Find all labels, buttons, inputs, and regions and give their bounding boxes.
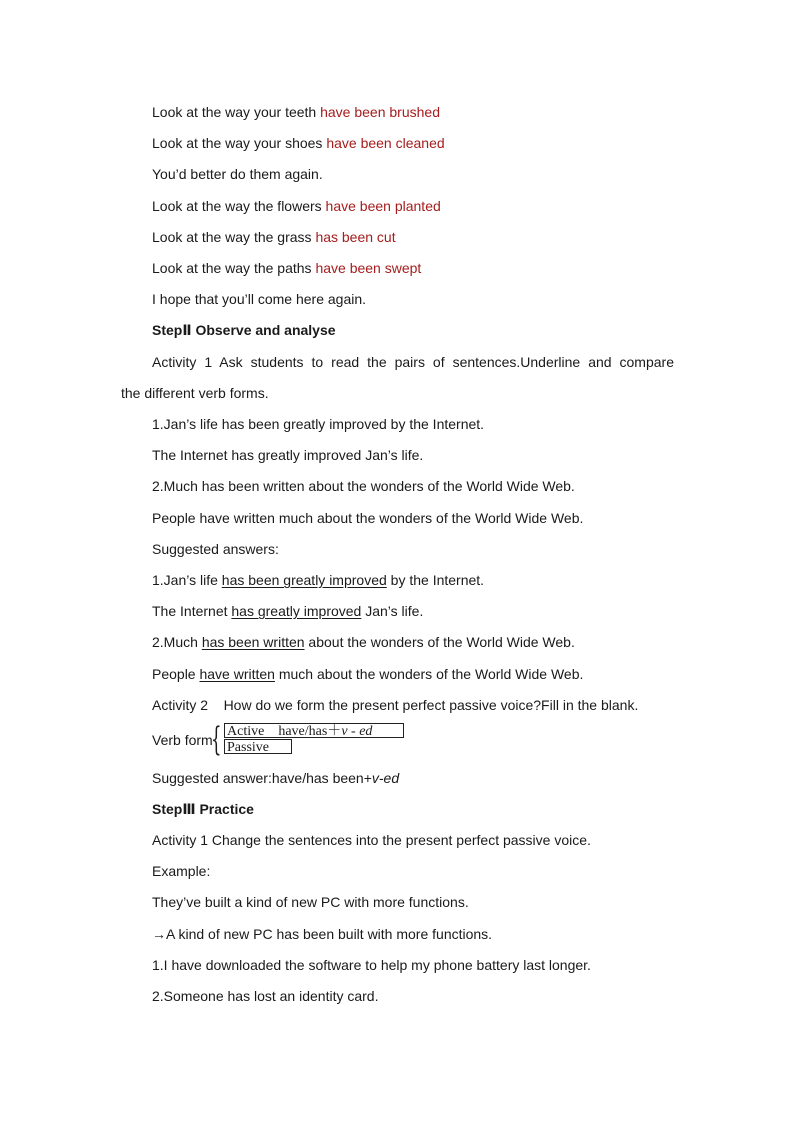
passive-label: Passive bbox=[227, 740, 269, 755]
suggested-answer-verb: v-ed bbox=[371, 770, 400, 786]
active-label: Active bbox=[227, 724, 265, 739]
answer-text: about the wonders of the World Wide Web. bbox=[304, 634, 575, 650]
answer-underlined: has been greatly improved bbox=[221, 572, 387, 588]
sentence-1: 1.Jan’s life has been greatly improved by the Internet. bbox=[152, 416, 485, 432]
answer-2 bbox=[152, 602, 423, 620]
poem-highlight: have been cleaned bbox=[326, 135, 445, 151]
poem-line-1 bbox=[152, 103, 440, 121]
poem-highlight: have been swept bbox=[315, 260, 422, 276]
example-label: Example: bbox=[152, 863, 211, 879]
answer-text: Jan’s life. bbox=[361, 603, 424, 619]
poem-text: Look at the way the flowers bbox=[152, 198, 326, 214]
poem-line-3 bbox=[152, 165, 323, 183]
suggested-answer bbox=[152, 769, 399, 787]
poem-line-5 bbox=[152, 228, 396, 246]
sentence-2: The Internet has greatly improved Jan’s life. bbox=[152, 447, 424, 463]
passive-row bbox=[224, 739, 292, 754]
example-answer: →A kind of new PC has been built with more functions. bbox=[152, 926, 493, 942]
poem-text: Look at the way the paths bbox=[152, 260, 316, 276]
poem-text: You’d better do them again. bbox=[152, 166, 323, 182]
answer-underlined: has greatly improved bbox=[231, 603, 362, 619]
poem-text: I hope that you’ll come here again. bbox=[152, 291, 367, 307]
poem-text: Look at the way your teeth bbox=[152, 104, 321, 120]
active-formula-verb: v - ed bbox=[341, 724, 373, 739]
brace-symbol: { bbox=[211, 719, 222, 758]
verb-form-label: Verb form bbox=[152, 732, 213, 748]
poem-highlight: has been cut bbox=[315, 229, 396, 245]
step3-activity1: Activity 1 Change the sentences into the present perfect passive voice. bbox=[152, 832, 591, 848]
suggested-answer-text: Suggested answer:have/has been+ bbox=[152, 770, 372, 786]
answer-text: People bbox=[152, 666, 200, 682]
poem-text: Look at the way your shoes bbox=[152, 135, 327, 151]
poem-line-7 bbox=[152, 290, 366, 308]
poem-line-6 bbox=[152, 259, 421, 277]
step2-activity1-line1: Activity 1 Ask students to read the pairs of sentences.Underline and compare bbox=[152, 354, 674, 370]
answer-text: The Internet bbox=[152, 603, 232, 619]
sentence-3: 2.Much has been written about the wonders of the World Wide Web. bbox=[152, 478, 575, 494]
suggested-answers-label: Suggested answers: bbox=[152, 541, 279, 557]
poem-line-4 bbox=[152, 197, 441, 215]
answer-4 bbox=[152, 665, 583, 683]
poem-line-2 bbox=[152, 134, 445, 152]
answer-underlined: has been written bbox=[201, 634, 305, 650]
answer-3 bbox=[152, 633, 575, 651]
answer-underlined: have written bbox=[199, 666, 275, 682]
step2-heading: StepⅡ Observe and analyse bbox=[152, 322, 336, 338]
answer-text: much about the wonders of the World Wide Web. bbox=[274, 666, 584, 682]
active-row bbox=[224, 723, 404, 738]
answer-1 bbox=[152, 571, 484, 589]
answer-text: by the Internet. bbox=[386, 572, 485, 588]
practice-item-2: 2.Someone has lost an identity card. bbox=[152, 988, 379, 1004]
step2-activity1-line2: the different verb forms. bbox=[121, 385, 269, 401]
step3-heading: StepⅢ Practice bbox=[152, 801, 254, 817]
sentence-4: People have written much about the wonders of the World Wide Web. bbox=[152, 510, 584, 526]
active-formula: have/has＋ bbox=[278, 724, 342, 739]
example-sentence: They’ve built a kind of new PC with more functions. bbox=[152, 894, 469, 910]
poem-text: Look at the way the grass bbox=[152, 229, 316, 245]
practice-item-1: 1.I have downloaded the software to help my phone battery last longer. bbox=[152, 957, 591, 973]
poem-highlight: have been brushed bbox=[320, 104, 440, 120]
answer-text: 1.Jan’s life bbox=[152, 572, 222, 588]
poem-highlight: have been planted bbox=[325, 198, 441, 214]
step2-activity2: Activity 2 How do we form the present perfect passive voice?Fill in the blank. bbox=[152, 697, 639, 713]
answer-text: 2.Much bbox=[152, 634, 202, 650]
